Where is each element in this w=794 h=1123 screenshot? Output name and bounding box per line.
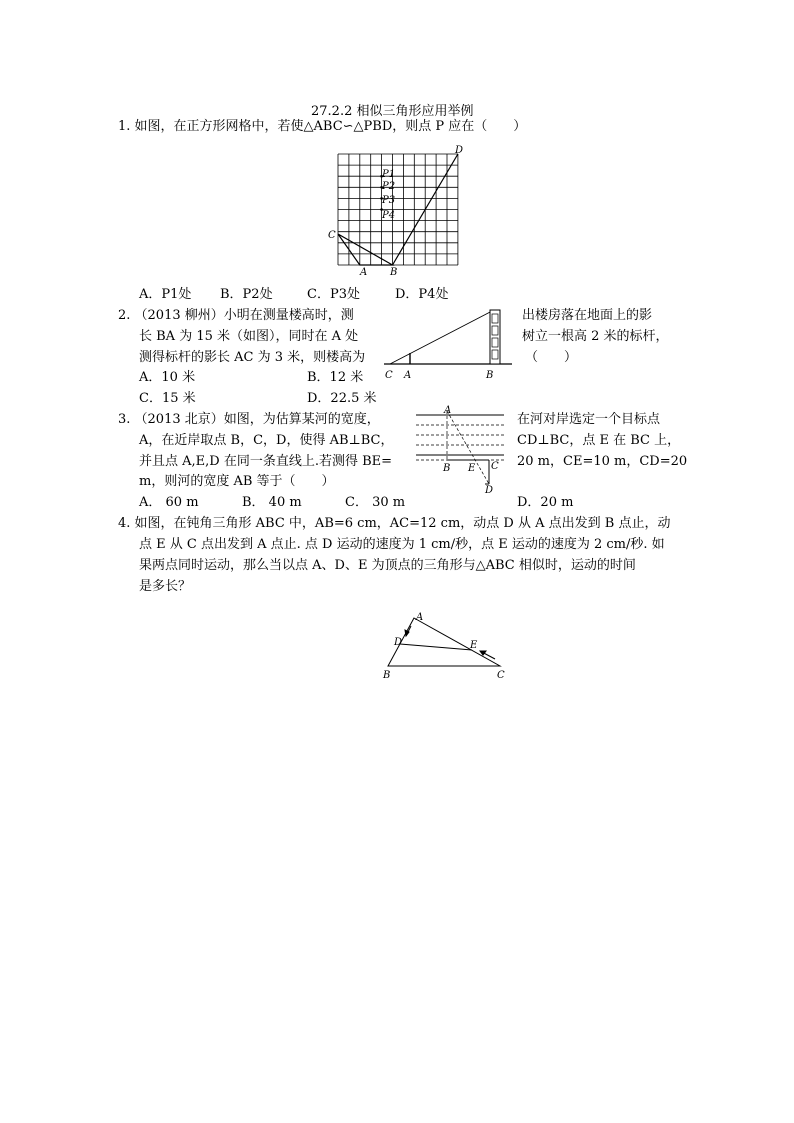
q1-option-c: C．P3处: [307, 287, 360, 302]
q3-line1-right: 在河对岸选定一个目标点: [517, 412, 661, 427]
q4-triangle-abc: [388, 618, 500, 666]
q4-line3: 果两点同时运动，那么当以点 A、D、E 为顶点的三角形与△ABC 相似时，运动的时间: [139, 558, 636, 573]
q2-line1-right: 出楼房落在地面上的影: [522, 308, 653, 323]
q4-label-c: C: [497, 670, 505, 681]
q2-label-a: A: [404, 370, 412, 381]
q3-label-d: D: [485, 485, 494, 496]
q4-label-b: B: [383, 670, 391, 681]
q2-line3-left: 测得标杆的影长 AC 为 3 米，则楼高为: [139, 350, 366, 365]
q4-line2: 点 E 从 C 点出发到 A 点止. 点 D 运动的速度为 1 cm/秒，点 E 运动的速度为 2 cm/秒. 如: [139, 537, 665, 552]
q4-label-e: E: [470, 640, 478, 651]
q3-option-c: C． 30 m: [345, 495, 406, 510]
q1-grid: [338, 154, 458, 265]
q2-option-c: C．15 米: [139, 391, 196, 406]
q4-triangle-figure: [380, 610, 508, 682]
q4-line1: 4. 如图，在钝角三角形 ABC 中，AB=6 cm，AC=12 cm，动点 D 从 A 点出发到 B 点止，动: [118, 516, 671, 531]
q2-line2-left: 长 BA 为 15 米（如图），同时在 A 处: [139, 329, 359, 344]
q1-label-p3: P3: [382, 195, 396, 206]
q1-label-p1: P1: [382, 169, 396, 180]
q2-option-b: B．12 米: [307, 370, 364, 385]
q1-option-b: B．P2处: [220, 287, 273, 302]
q3-line2-left: A，在近岸取点 B，C，D，使得 AB⊥BC，: [139, 433, 394, 448]
q2-option-a: A．10 米: [139, 370, 196, 385]
q1-stem: 1. 如图，在正方形网格中，若使△ABC∽△PBD，则点 P 应在（ ）: [118, 119, 527, 134]
q2-label-b: B: [486, 370, 494, 381]
q1-label-b: B: [390, 267, 398, 278]
building: [490, 310, 500, 364]
q3-label-a: A: [444, 405, 452, 416]
q1-label-a: A: [360, 267, 368, 278]
q1-option-d: D．P4处: [395, 287, 449, 302]
q3-river-figure: [414, 404, 510, 496]
q3-line3-left: 并且点 A,E,D 在同一条直线上.若测得 BE=: [139, 454, 393, 469]
q3-label-e: E: [468, 463, 476, 474]
q2-option-d: D．22.5 米: [307, 391, 377, 406]
q1-grid-figure: [326, 142, 466, 277]
q3-label-b: B: [443, 463, 451, 474]
q4-line4: 是多长？: [139, 579, 192, 594]
q3-option-b: B． 40 m: [242, 495, 302, 510]
q2-building-figure: [382, 306, 514, 381]
q2-line2-right: 树立一根高 2 米的标杆，: [522, 329, 669, 344]
q1-option-a: A．P1处: [139, 287, 192, 302]
q3-label-c: C: [491, 461, 499, 472]
q1-label-d: D: [455, 145, 464, 156]
q2-line3-right: （ ）: [525, 350, 578, 365]
q4-label-d: D: [394, 637, 403, 648]
q1-label-p2: P2: [382, 181, 396, 192]
q1-label-p4: P4: [382, 210, 396, 221]
q3-line4-left: m，则河的宽度 AB 等于（ ）: [139, 474, 335, 489]
q3-line3-right: 20 m，CE=10 m，CD=20: [517, 454, 688, 469]
q3-option-d: D．20 m: [517, 495, 574, 510]
q1-triangle-abc: [338, 234, 393, 265]
q3-line2-right: CD⊥BC，点 E 在 BC 上，: [517, 433, 681, 448]
q2-label-c: C: [385, 370, 393, 381]
q4-label-a: A: [416, 612, 424, 623]
q2-line1-left: 2. （2013 柳州）小明在测量楼高时，测: [118, 308, 354, 323]
page-title: 27.2.2 相似三角形应用举例: [311, 104, 474, 119]
q1-label-c: C: [328, 230, 336, 241]
q3-option-a: A． 60 m: [139, 495, 199, 510]
q3-line1-left: 3. （2013 北京）如图，为估算某河的宽度，: [118, 412, 380, 427]
